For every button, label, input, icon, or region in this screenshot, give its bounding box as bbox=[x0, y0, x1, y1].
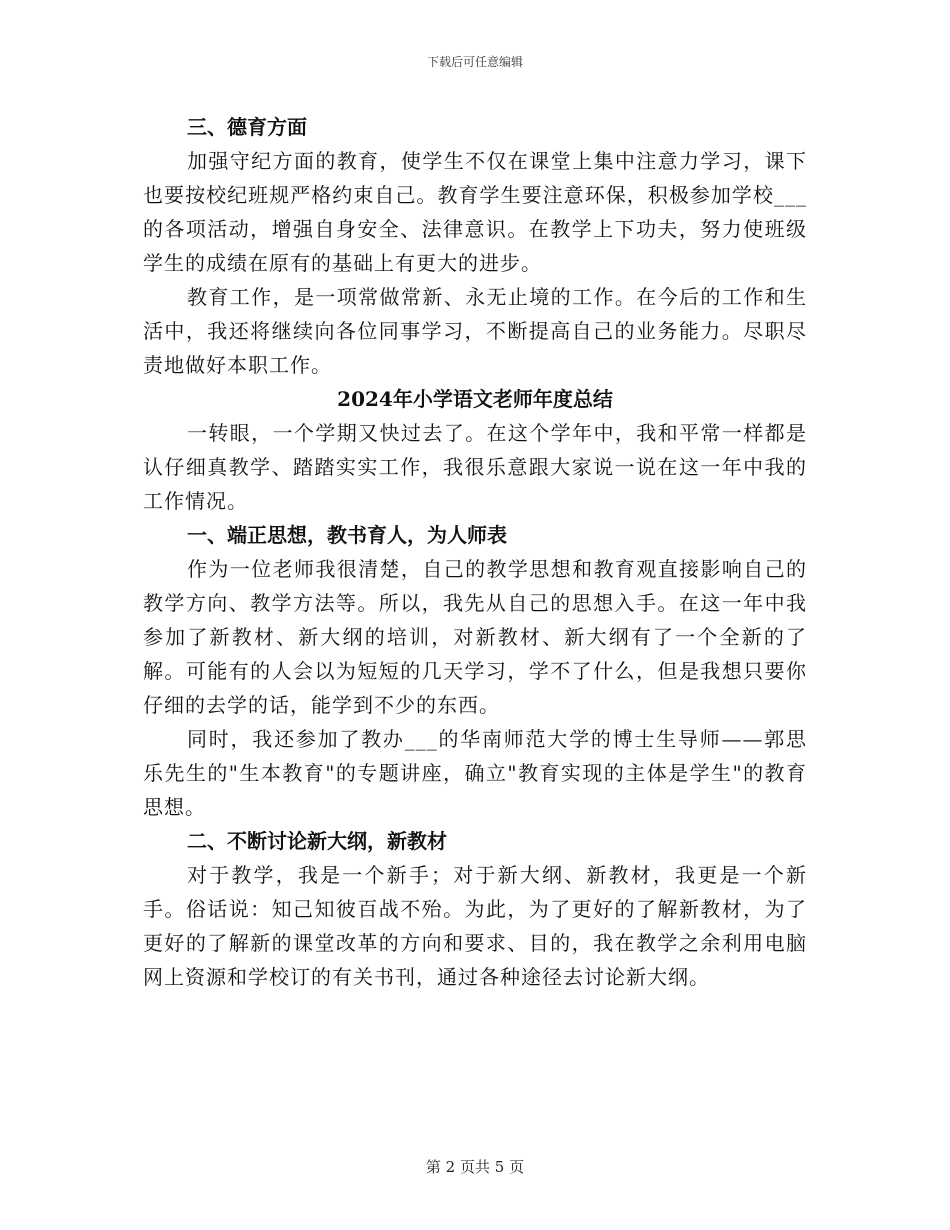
document-body bbox=[143, 110, 807, 994]
document-title: 2024年小学语文老师年度总结 bbox=[337, 387, 613, 411]
page-footer: 第 2 页共 5 页 bbox=[425, 1158, 525, 1176]
paragraph: 作为一位老师我很清楚，自己的教学思想和教育观直接影响自己的教学方向、教学方法等。所以，我先从自己的思想入手。在这一年中我参加了新教材、新大纲的培训，对新教材、新大纲有了一个全新的了解。可能有的人会以为短短的几天学习，学不了什么，但是我想只要你仔细的去学的话，能学到不少的东西。 bbox=[143, 557, 807, 717]
section-heading-new-syllabus: 二、不断讨论新大纲，新教材 bbox=[187, 829, 447, 853]
paragraph: 加强守纪方面的教育，使学生不仅在课堂上集中注意力学习，课下也要按校纪班规严格约束自己。教育学生要注意环保，积极参加学校___的各项活动，增强自身安全、法律意识。在教学上下功夫，努力使班级学生的成绩在原有的基础上有更大的进步。 bbox=[143, 149, 807, 275]
paragraph: 一转眼，一个学期又快过去了。在这个学年中，我和平常一样都是认仔细真教学、踏踏实实工作，我很乐意跟大家说一说在这一年中我的工作情况。 bbox=[143, 421, 807, 513]
page-header: 下载后可任意编辑 bbox=[426, 55, 523, 69]
section-heading-thoughts: 一、端正思想，教书育人，为人师表 bbox=[187, 523, 507, 547]
paragraph: 同时，我还参加了教办___的华南师范大学的博士生导师——郭思乐先生的"生本教育"的专题讲座，确立"教育实现的主体是学生"的教育思想。 bbox=[143, 727, 807, 819]
section-heading-moral-education: 三、德育方面 bbox=[187, 115, 307, 139]
paragraph: 教育工作，是一项常做常新、永无止境的工作。在今后的工作和生活中，我还将继续向各位同事学习，不断提高自己的业务能力。尽职尽责地做好本职工作。 bbox=[143, 285, 807, 377]
paragraph: 对于教学，我是一个新手；对于新大纲、新教材，我更是一个新手。俗话说：知己知彼百战不殆。为此，为了更好的了解新教材，为了更好的了解新的课堂改革的方向和要求、目的，我在教学之余利用电脑网上资源和学校订的有关书刊，通过各种途径去讨论新大纲。 bbox=[143, 863, 807, 989]
